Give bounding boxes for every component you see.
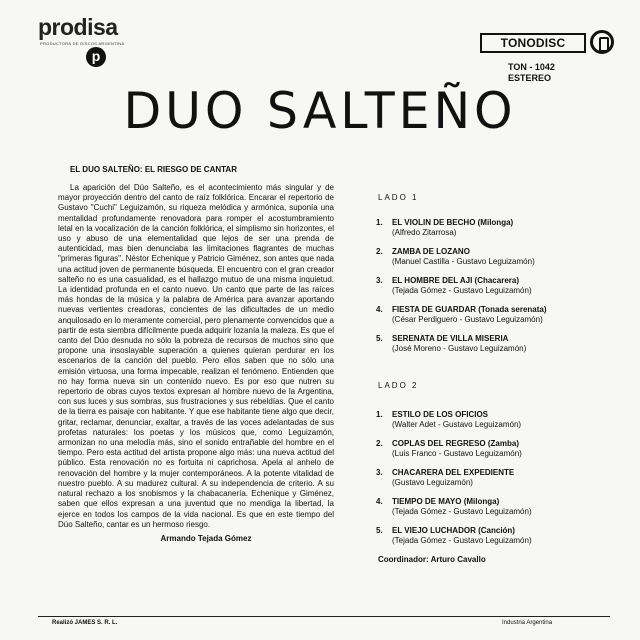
track-title: CHACARERA DEL EXPEDIENTE [392,468,515,477]
track-title: EL VIOLIN DE BECHO (Milonga) [392,218,514,227]
track-item [372,247,612,267]
track-title: FIESTA DE GUARDAR (Tonada serenata) [392,305,547,314]
catalog-number: TON - 1042 [508,62,555,72]
track-title: TIEMPO DE MAYO (Milonga) [392,497,500,506]
side-1-tracks [372,218,612,354]
prodisa-logo-word: prodisa [38,14,118,40]
footer-origin: Industria Argentina [502,620,553,626]
track-number: 4. [376,497,383,506]
track-item [372,497,612,517]
track-credit: (Walter Adet - Gustavo Leguizamón) [392,420,522,429]
track-credit: (Tejada Gómez - Gustavo Leguizamón) [392,286,532,295]
track-item [372,305,612,325]
track-item [372,334,612,354]
liner-notes [58,163,334,543]
tonodisc-mark-icon [590,30,614,54]
track-credit: (Tejada Gómez - Gustavo Leguizamón) [392,507,532,516]
track-number: 3. [376,276,383,285]
track-credit: (Gustavo Leguizamón) [392,478,473,487]
track-credit: (José Moreno - Gustavo Leguizamón) [392,344,527,353]
track-number: 3. [376,468,383,477]
track-item [372,218,612,238]
prodisa-p-icon: p [86,47,106,67]
track-title: COPLAS DEL REGRESO (Zamba) [392,439,519,448]
prodisa-logo-subtitle: PRODUCTORA DE DISCOS ARGENTINA [40,41,125,46]
side-2-tracks [372,410,612,546]
track-item [372,468,612,488]
track-title: SERENATA DE VILLA MISERIA [392,334,509,343]
track-number: 4. [376,305,383,314]
coordinator-credit: Coordinador: Arturo Cavallo [378,555,486,564]
track-title: EL VIEJO LUCHADOR (Canción) [392,526,515,535]
catalog-info [508,62,555,84]
track-item [372,439,612,459]
track-number: 1. [376,218,383,227]
track-credit: (Luis Franco - Gustavo Leguizamón) [392,449,522,458]
prodisa-logo [38,14,188,70]
essay-body: La aparición del Dúo Salteño, es el acontecimiento más singular y de mayor proyección dentro del canto de raíz folklórica. Encarar el repertorio de Gustavo "Cuchi" Leguizamón, su riqueza melódica y armónica, suponía una mentalidad profundamente renovadora para romper el acostumbramiento letal en la vocalización de la canción folklórica, el simplismo sin horizontes, el uso y abuso de una elementalidad que lejos de ser una prenda de autenticidad, mas bien denunciaba las limitaciones flagrantes de muchas "primeras figuras". Néstor Echenique y Patricio Giménez, son antes que nada una actitud joven de permanente búsqueda. El encuentro con el gran creador salteño no es una casualidad, es el hallazgo mutuo de una misma inquietud. La identidad profunda en el canto nuevo. Un canto que parte de las raíces más hondas de la música y la palabra de América para avanzar aportando nuevas vertientes creadoras, concientes de las dificultades de un medio anquilosado en lo meramente comercial, pero plenamente convencidos que a partir de esta siembra difícilmente pueda adquirir lozanía la maleza. Es que el canto del Dúo desnuda no sólo la pobreza de recursos de muchos sino que propone una insoslayable superación a quienes quieran perdurar en los escenarios de la canción del pueblo. Pero ellos saben que no sólo una emisión virtuosa, una forma impecable, realizan el fenómeno. Entienden que no hay forma nueva sin un contenido nuevo. Es por eso que nutren su repertorio de obras cuyos textos expresan al hombre nuevo de la Argentina, con sus luces y sus sombras, sus frustraciones y sus rebeldías. Que el canto de la tierra es paisaje con habitante. Y que ese habitante tiene algo que decir, gritar, reclamar, denunciar, exaltar, a través de las voces adelantadas de sus profetas naturales: los poetas y los músicos que, como Leguizamón, armonizan no una melodía más, sino el sonido entrañable del hombre en el tiempo. Pero esta actitud del artista propone algo más: una nueva actitud del público. Esta renovación no es fortuita ni caprichosa. Apela al anhelo de renovación del hombre y la mujer contemporáneos. A la potente vitalidad de nuestro pueblo. A su madurez cultural. A su independencia de criterio. A su natural rechazo a los snobismos y la chabacanería. Echenique y Giménez, saben que ellos expresan a una juventud que no mendiga la libertad, la ejerce en todos los campos de la vida nacional. Es que en este tiempo del Dúo Salteño, cantar es un hermoso riesgo. [58,183,334,529]
track-title: ZAMBA DE LOZANO [392,247,470,256]
track-number: 2. [376,439,383,448]
track-title: ESTILO DE LOS OFICIOS [392,410,489,419]
track-credit: (César Perdiguero - Gustavo Leguizamón) [392,315,543,324]
album-title: DUO SALTEÑO [123,82,517,140]
track-item [372,410,612,430]
track-credit: (Tejada Gómez - Gustavo Leguizamón) [392,536,532,545]
tonodisc-logo-word: TONODISC [480,33,586,53]
track-number: 5. [376,526,383,535]
track-title: EL HOMBRE DEL AJI (Chacarera) [392,276,519,285]
essay-signature: Armando Tejada Gómez [160,533,252,543]
tonodisc-logo [480,30,620,56]
tracklist [372,192,612,564]
track-credit: (Alfredo Zitarrosa) [392,228,457,237]
track-number: 5. [376,334,383,343]
track-item [372,276,612,296]
footer-producer: Realizó JAMES S. R. L. [52,620,118,626]
track-number: 1. [376,410,383,419]
track-number: 2. [376,247,383,256]
track-item [372,526,612,546]
essay-heading: EL DUO SALTEÑO: EL RIESGO DE CANTAR [70,165,237,174]
track-credit: (Manuel Castilla - Gustavo Leguizamón) [392,257,535,266]
format-label: ESTEREO [508,73,552,83]
side-1-label: LADO 1 [378,193,419,202]
side-2-label: LADO 2 [378,381,419,390]
footer-divider [38,616,610,617]
